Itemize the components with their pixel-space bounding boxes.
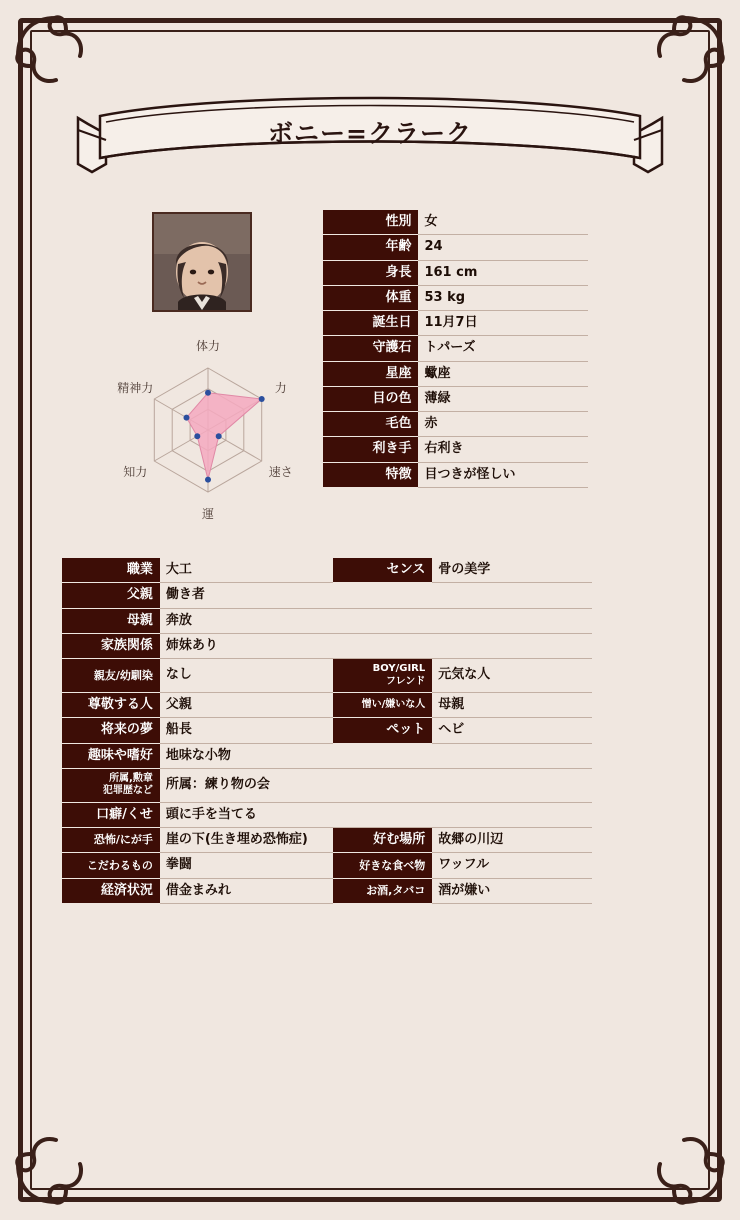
svg-text:力: 力 <box>274 381 287 395</box>
stat-value: 161 cm <box>418 260 588 285</box>
profile-label: 好きな食べ物 <box>333 853 432 878</box>
svg-text:精神力: 精神力 <box>117 381 154 395</box>
profile-value: 地味な小物 <box>160 743 592 768</box>
profile-table <box>62 558 592 904</box>
stat-value: 目つきが怪しい <box>418 462 588 487</box>
stat-value: トパーズ <box>418 336 588 361</box>
profile-label: 尊敬する人 <box>62 693 160 718</box>
table-row <box>323 437 588 462</box>
profile-label: 恐怖/にが手 <box>62 828 160 853</box>
profile-label: 好む場所 <box>333 828 432 853</box>
profile-value: 拳闘 <box>160 853 333 878</box>
table-row <box>323 462 588 487</box>
table-row <box>323 361 588 386</box>
profile-value: 元気な人 <box>432 659 592 693</box>
profile-label: 将来の夢 <box>62 718 160 743</box>
profile-value: 骨の美学 <box>432 558 592 583</box>
stat-label: 特徴 <box>323 462 418 487</box>
title-banner <box>70 78 670 196</box>
stat-label: 年齢 <box>323 235 418 260</box>
table-row <box>62 583 592 608</box>
table-row <box>62 659 592 693</box>
profile-label: センス <box>333 558 432 583</box>
profile-label: 母親 <box>62 608 160 633</box>
stat-value: 24 <box>418 235 588 260</box>
profile-value: 姉妹あり <box>160 633 592 658</box>
profile-label: 親友/幼馴染 <box>62 659 160 693</box>
stat-label: 守護石 <box>323 336 418 361</box>
profile-label: 趣味や嗜好 <box>62 743 160 768</box>
profile-value: 借金まみれ <box>160 878 333 903</box>
table-row <box>323 386 588 411</box>
table-row <box>62 768 592 802</box>
table-row <box>323 210 588 235</box>
profile-value: 崖の下(生き埋め恐怖症) <box>160 828 333 853</box>
profile-label: こだわるもの <box>62 853 160 878</box>
profile-value: 父親 <box>160 693 333 718</box>
stat-label: 身長 <box>323 260 418 285</box>
profile-label: 職業 <box>62 558 160 583</box>
profile-label: 経済状況 <box>62 878 160 903</box>
table-row <box>62 828 592 853</box>
profile-value: 働き者 <box>160 583 592 608</box>
stat-value: 11月7日 <box>418 311 588 336</box>
corner-flourish-icon <box>10 1118 102 1210</box>
stat-label: 体重 <box>323 285 418 310</box>
table-row <box>62 743 592 768</box>
table-row <box>62 633 592 658</box>
table-row <box>323 412 588 437</box>
table-row <box>62 558 592 583</box>
avatar <box>152 212 252 312</box>
svg-text:知力: 知力 <box>123 465 148 479</box>
profile-value: 頭に手を当てる <box>160 802 592 827</box>
table-row <box>323 260 588 285</box>
table-row <box>323 311 588 336</box>
profile-value: 所属：練り物の会 <box>160 768 592 802</box>
page-title: ボニー=クラーク <box>268 119 472 148</box>
profile-value: 酒が嫌い <box>432 878 592 903</box>
profile-value: 母親 <box>432 693 592 718</box>
profile-value: ヘビ <box>432 718 592 743</box>
stat-value: 蠍座 <box>418 361 588 386</box>
svg-text:速さ: 速さ <box>268 465 293 479</box>
stat-radar-chart <box>108 330 308 520</box>
table-row <box>62 693 592 718</box>
stat-label: 誕生日 <box>323 311 418 336</box>
profile-label: ペット <box>333 718 432 743</box>
stat-value: 53 kg <box>418 285 588 310</box>
profile-label: 口癖/くせ <box>62 802 160 827</box>
profile-label: 所属,勲章 犯罪歴など <box>62 768 160 802</box>
profile-value: 船長 <box>160 718 333 743</box>
table-row <box>62 608 592 633</box>
stat-label: 性別 <box>323 210 418 235</box>
profile-value: ワッフル <box>432 853 592 878</box>
table-row <box>62 802 592 827</box>
table-row <box>62 878 592 903</box>
table-row <box>323 235 588 260</box>
table-row <box>62 853 592 878</box>
stat-label: 毛色 <box>323 412 418 437</box>
stat-value: 赤 <box>418 412 588 437</box>
profile-value: なし <box>160 659 333 693</box>
stats-table <box>323 210 588 488</box>
profile-value: 大工 <box>160 558 333 583</box>
table-row <box>323 336 588 361</box>
svg-text:体力: 体力 <box>195 339 221 353</box>
profile-label: 父親 <box>62 583 160 608</box>
profile-label: お酒,タバコ <box>333 878 432 903</box>
profile-label: BOY/GIRL フレンド <box>333 659 432 693</box>
svg-text:運: 運 <box>201 507 215 520</box>
stat-value: 薄緑 <box>418 386 588 411</box>
stat-label: 星座 <box>323 361 418 386</box>
stat-label: 目の色 <box>323 386 418 411</box>
corner-flourish-icon <box>638 1118 730 1210</box>
stat-value: 女 <box>418 210 588 235</box>
table-row <box>62 718 592 743</box>
stat-value: 右利き <box>418 437 588 462</box>
profile-value: 故郷の川辺 <box>432 828 592 853</box>
table-row <box>323 285 588 310</box>
stat-label: 利き手 <box>323 437 418 462</box>
profile-value: 奔放 <box>160 608 592 633</box>
profile-label: 憎い/嫌いな人 <box>333 693 432 718</box>
profile-label: 家族関係 <box>62 633 160 658</box>
